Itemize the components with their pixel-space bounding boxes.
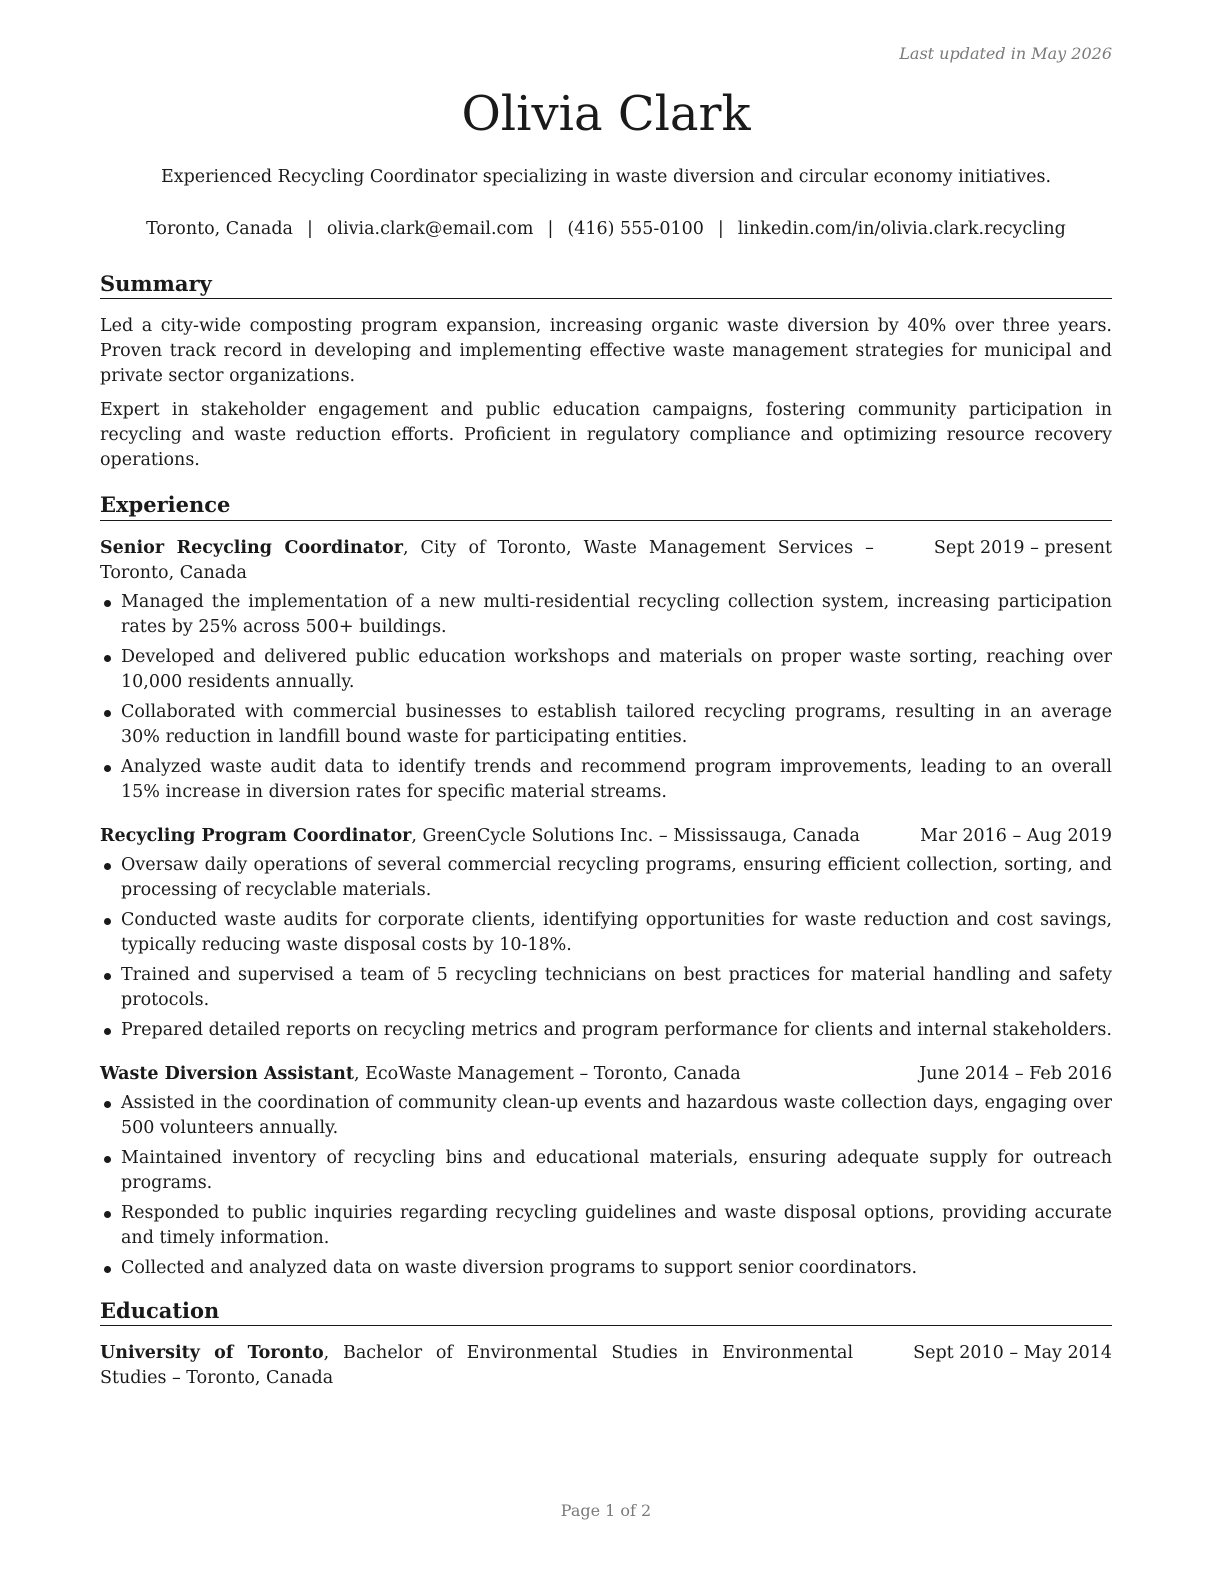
education-entry: [100, 1341, 1112, 1391]
last-updated-note: Last updated in May 2026: [899, 44, 1112, 63]
list-item: [100, 1256, 1112, 1281]
contact-separator: |: [717, 219, 724, 239]
contact-email[interactable]: olivia.clark@email.com: [326, 219, 534, 239]
bullet-icon: [104, 863, 111, 870]
job-title-line: [100, 824, 920, 849]
list-item: [100, 963, 1112, 1013]
contact-separator: |: [306, 219, 313, 239]
job-dates: Sept 2019 – present: [933, 537, 1112, 558]
list-item: [100, 908, 1112, 958]
candidate-tagline: Experienced Recycling Coordinator specializing in waste diversion and circular economy initiatives.: [160, 167, 1052, 187]
resume-page: [100, 0, 1112, 1584]
bullet-icon: [104, 973, 111, 980]
resume-content: [100, 270, 1112, 1391]
job-entry: [100, 536, 1112, 805]
bullet-text: Developed and delivered public education workshops and materials on proper waste sorting, reaching over 10,000 residents annually.: [121, 646, 1112, 692]
list-item: [100, 1018, 1112, 1043]
job-header: [100, 1062, 1112, 1087]
contact-separator: |: [547, 219, 554, 239]
list-item: [100, 1091, 1112, 1141]
job-header: [100, 536, 1112, 586]
bullet-icon: [104, 655, 111, 662]
job-bullets: [100, 853, 1112, 1043]
bullet-icon: [104, 765, 111, 772]
job-entry: [100, 824, 1112, 1043]
education-header: [100, 1341, 1112, 1391]
list-item: [100, 1146, 1112, 1196]
bullet-icon: [104, 1211, 111, 1218]
education-title-line: [100, 1341, 913, 1391]
bullet-text: Collaborated with commercial businesses to establish tailored recycling programs, resulting in an average 30% reduction in landfill bound waste for participating entities.: [121, 701, 1112, 747]
summary-paragraph: Led a city-wide composting program expansion, increasing organic waste diversion by 40% over three years. Proven track record in developing and implementing effective waste management strategies for municipal and private sector organizations.: [100, 316, 1112, 387]
bullet-text: Prepared detailed reports on recycling metrics and program performance for clients and internal stakeholders.: [121, 1019, 1112, 1040]
education-section: [100, 1297, 1112, 1391]
list-item: [100, 645, 1112, 695]
bullet-text: Assisted in the coordination of community clean-up events and hazardous waste collection days, engaging over 500 volunteers annually.: [121, 1092, 1112, 1138]
bullet-icon: [104, 710, 111, 717]
list-item: [100, 755, 1112, 805]
job-role: Senior Recycling Coordinator: [100, 537, 403, 558]
contact-linkedin[interactable]: linkedin.com/in/olivia.clark.recycling: [737, 219, 1066, 239]
bullet-icon: [104, 918, 111, 925]
bullet-text: Collected and analyzed data on waste diversion programs to support senior coordinators.: [121, 1257, 918, 1278]
education-details: , Bachelor of Environmental Studies in Environmental Studies – Toronto, Canada: [100, 1342, 854, 1388]
job-role: Recycling Program Coordinator: [100, 825, 412, 846]
bullet-text: Oversaw daily operations of several commercial recycling programs, ensuring efficient collection, sorting, and processing of recyclable materials.: [121, 854, 1112, 900]
candidate-name: Olivia Clark: [461, 86, 751, 142]
bullet-text: Analyzed waste audit data to identify trends and recommend program improvements, leading to an overall 15% increase in diversion rates for specific material streams.: [121, 756, 1112, 802]
bullet-icon: [104, 1156, 111, 1163]
list-item: [100, 1201, 1112, 1251]
summary-section: [100, 270, 1112, 473]
job-title-line: [100, 536, 934, 586]
job-details: , GreenCycle Solutions Inc. – Mississauga, Canada: [411, 825, 860, 846]
bullet-icon: [104, 600, 111, 607]
bullet-icon: [104, 1101, 111, 1108]
page-number: Page 1 of 2: [560, 1501, 652, 1520]
experience-heading: Experience: [100, 491, 1112, 520]
job-title-line: [100, 1062, 919, 1087]
job-header: [100, 824, 1112, 849]
list-item: [100, 853, 1112, 903]
contact-phone[interactable]: (416) 555-0100: [567, 219, 704, 239]
bullet-text: Responded to public inquiries regarding recycling guidelines and waste disposal options, providing accurate and timely information.: [121, 1202, 1112, 1248]
job-role: Waste Diversion Assistant: [100, 1063, 354, 1084]
summary-paragraph: Expert in stakeholder engagement and public education campaigns, fostering community participation in recycling and waste reduction efforts. Proficient in regulatory compliance and optimizing resource recovery operations.: [100, 400, 1112, 471]
job-bullets: [100, 590, 1112, 805]
education-school: University of Toronto: [100, 1342, 324, 1363]
list-item: [100, 590, 1112, 640]
contact-location: Toronto, Canada: [146, 219, 293, 239]
experience-section: [100, 491, 1112, 1280]
bullet-text: Conducted waste audits for corporate clients, identifying opportunities for waste reduction and cost savings, typically reducing waste disposal costs by 10-18%.: [121, 909, 1112, 955]
education-heading: Education: [100, 1297, 1112, 1326]
education-dates: Sept 2010 – May 2014: [913, 1342, 1112, 1363]
job-dates: June 2014 – Feb 2016: [919, 1063, 1112, 1084]
bullet-text: Maintained inventory of recycling bins and educational materials, ensuring adequate supply for outreach programs.: [121, 1147, 1112, 1193]
bullet-text: Trained and supervised a team of 5 recycling technicians on best practices for material handling and safety protocols.: [121, 964, 1112, 1010]
job-entry: [100, 1062, 1112, 1281]
job-details: , City of Toronto, Waste Management Services – Toronto, Canada: [100, 537, 874, 583]
contact-line: [100, 219, 1112, 239]
summary-body: [100, 314, 1112, 473]
bullet-icon: [104, 1028, 111, 1035]
list-item: [100, 700, 1112, 750]
bullet-text: Managed the implementation of a new multi-residential recycling collection system, increasing participation rates by 25% across 500+ buildings.: [121, 591, 1112, 637]
job-details: , EcoWaste Management – Toronto, Canada: [353, 1063, 741, 1084]
bullet-icon: [104, 1266, 111, 1273]
job-dates: Mar 2016 – Aug 2019: [920, 825, 1112, 846]
job-bullets: [100, 1091, 1112, 1281]
summary-heading: Summary: [100, 270, 1112, 299]
